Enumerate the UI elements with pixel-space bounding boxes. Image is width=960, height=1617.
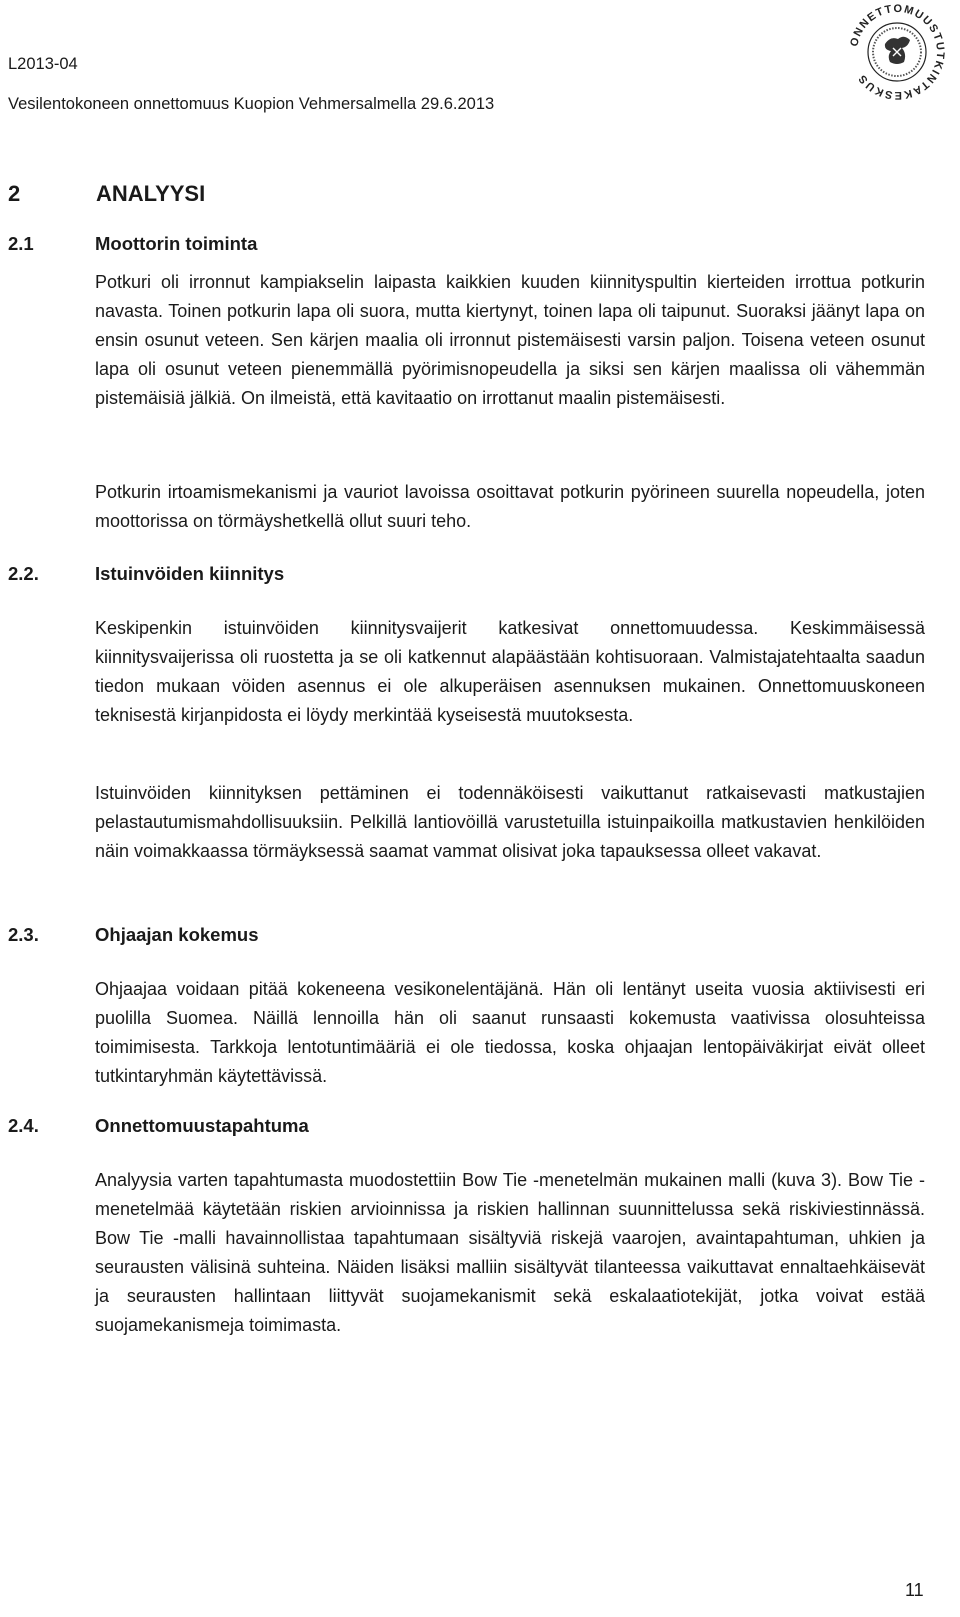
paragraph: Keskipenkin istuinvöiden kiinnitysvaijerit katkesivat onnettomuudessa. Keskimmäisessä kiinnitysvaijerissa oli ruostetta ja se oli katkennut alapäästään kohtisuoraan. Valmistajatehtaalta saadun tiedon mukaan vöiden asennus ei ole alkuperäisen asennuksen mukainen. Onnettomuuskoneen teknisestä kirjanpidosta ei löydy merkintää kyseisestä muutoksesta. <box>95 618 925 726</box>
paragraph: Potkurin irtoamismekanismi ja vauriot lavoissa osoittavat potkurin pyörineen suurella nopeudella, joten moottorissa on törmäyshetkellä ollut suuri teho. <box>95 482 925 532</box>
subsection-number: 2.1 <box>8 233 34 254</box>
subsection-title: Moottorin toiminta <box>95 233 258 254</box>
logo-lettering: ONNETTOMUUSTUTKINTAKESKUS <box>848 2 947 102</box>
section-heading <box>8 181 205 207</box>
subsection-title: Ohjaajan kokemus <box>95 924 259 945</box>
subsection-heading <box>8 924 258 946</box>
subsection-number: 2.4. <box>8 1115 39 1136</box>
paragraph: Ohjaajaa voidaan pitää kokeneena vesikonelentäjänä. Hän oli lentänyt useita vuosia aktiivisesti eri puolilla Suomea. Näillä lennoilla hän oli saanut runsaasti kokemusta vaativissa olosuhteissa toimimisesta. Tarkkoja lentotuntimääriä ei ole tiedossa, koska ohjaajan lentopäiväkirjat eivät olleet tutkintaryhmän käytettävissä. <box>95 979 925 1087</box>
report-title: Vesilentokoneen onnettomuus Kuopion Vehmersalmella 29.6.2013 <box>8 95 495 113</box>
section-title: ANALYYSI <box>96 181 206 206</box>
subsection-number: 2.2. <box>8 563 39 584</box>
subsection-heading <box>8 233 257 255</box>
paragraph: Analyysia varten tapahtumasta muodostettiin Bow Tie -menetelmän mukainen malli (kuva 3). Bow Tie -menetelmää käytetään riskien arvioinnissa ja riskien hallinnan suunnittelussa sekä riskiviestinnässä. Bow Tie -malli havainnollistaa tapahtumaan sisältyviä riskejä vaarojen, avaintapahtuman, uhkien ja seurausten välisinä suhteina. Näiden lisäksi malliin sisältyvät tilanteessa vaikuttavat ennaltaehkäisevät ja seurausten hallintaan liittyvät suojamekanismit sekä eskalaatiotekijät, jotka voivat estää suojamekanismeja toimimasta. <box>95 1170 925 1336</box>
section-number: 2 <box>8 181 21 206</box>
paragraph: Potkuri oli irronnut kampiakselin laipasta kaikkien kuuden kiinnityspultin kierteiden irrottua potkurin navasta. Toinen potkurin lapa oli suora, mutta kiertynyt, toinen lapa oli taipunut. Suoraksi jäänyt lapa on ensin osunut veteen. Sen kärjen maalia oli irronnut pistemäisesti varsin paljon. Toisena veteen osunut lapa oli osunut veteen pienemmällä pyörimisnopeudella ja siksi sen kärjen maalissa oli vähemmän pistemäisiä jälkiä. On ilmeistä, että kavitaatio on irrottanut maalin pistemäisesti. <box>95 272 925 409</box>
report-code: L2013-04 <box>8 55 78 73</box>
subsection-title: Istuinvöiden kiinnitys <box>95 563 285 584</box>
subsection-title: Onnettomuustapahtuma <box>95 1115 309 1136</box>
page-number: 11 <box>905 1580 924 1600</box>
paragraph: Istuinvöiden kiinnityksen pettäminen ei todennäköisesti vaikuttanut ratkaisevasti matkustajien pelastautumismahdollisuuksiin. Pelkillä lantiovöillä varustetuilla istuinpaikoilla matkustavien henkilöiden näin voimakkaassa törmäyksessä saamat vammat olisivat joka tapauksessa olleet vakavat. <box>95 783 925 862</box>
subsection-number: 2.3. <box>8 924 39 945</box>
subsection-heading <box>8 563 284 585</box>
accident-investigation-board-logo <box>838 0 956 104</box>
subsection-heading <box>8 1115 309 1137</box>
